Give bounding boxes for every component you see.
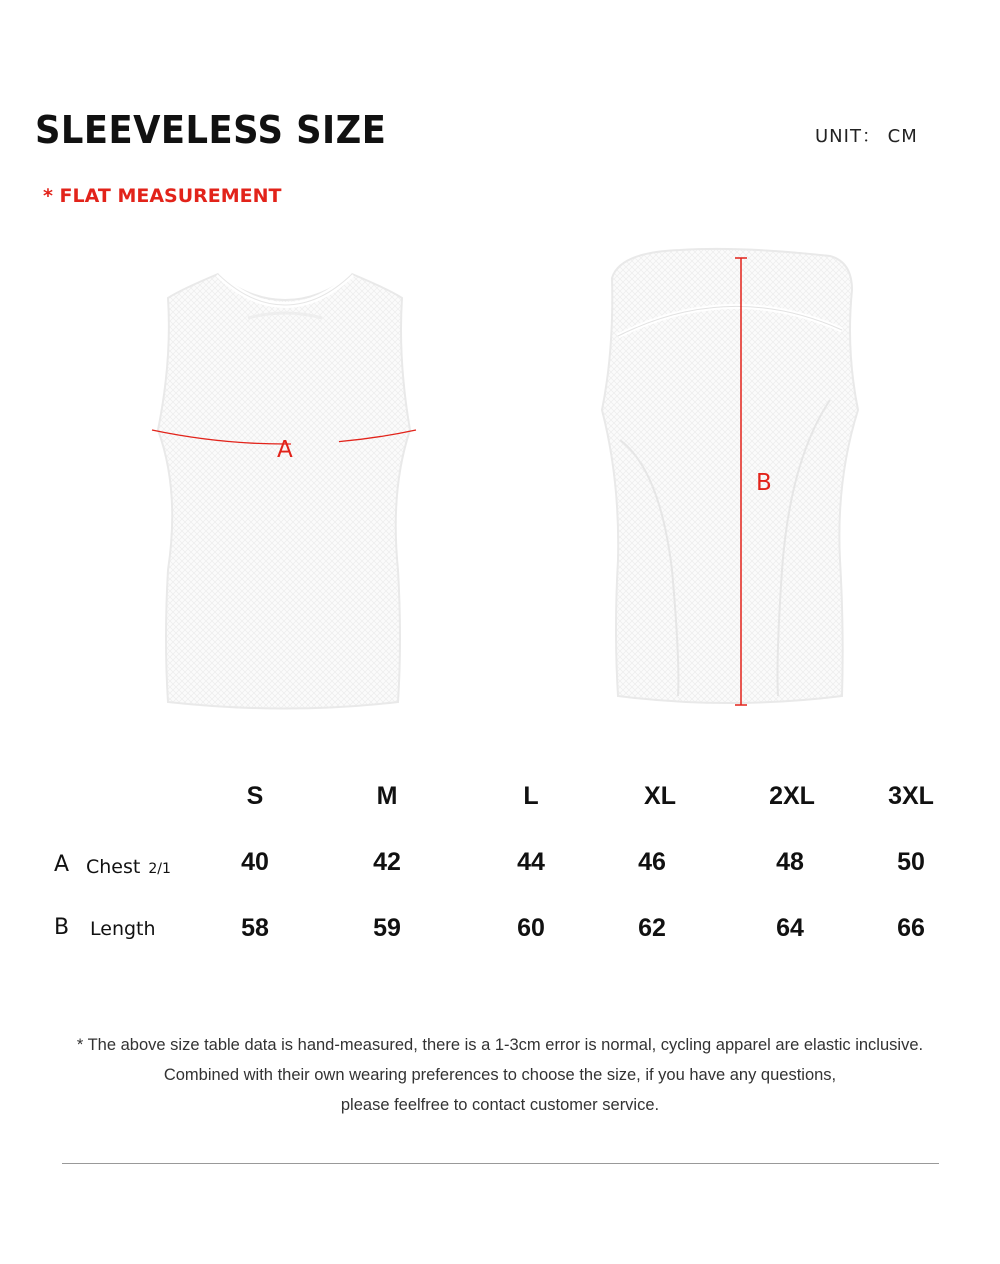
flat-measurement-note: * FLAT MEASUREMENT <box>43 185 282 207</box>
note-line-2: Combined with their own wearing preferences to choose the size, if you have any questions, <box>163 1066 837 1084</box>
length-value-m: 59 <box>373 914 401 942</box>
row-label-length: Length <box>90 918 156 940</box>
note-line-1: * The above size table data is hand-measured, there is a 1-3cm error is normal, cycling apparel are elastic inclusive. <box>76 1036 924 1054</box>
row-name-chest <box>86 856 171 878</box>
chest-value-3xl: 50 <box>897 848 925 876</box>
page-title: SLEEVELESS SIZE <box>35 108 387 152</box>
size-header-3xl: 3XL <box>888 782 934 810</box>
chest-value-l: 44 <box>517 848 545 876</box>
length-value-2xl: 64 <box>776 914 804 942</box>
bottom-divider <box>62 1163 939 1164</box>
chest-value-s: 40 <box>241 848 269 876</box>
size-header-m: M <box>376 782 398 810</box>
front-vest-image <box>140 240 430 720</box>
length-measure-label: B <box>756 470 772 496</box>
size-header-2xl: 2XL <box>769 782 815 810</box>
size-header-l: L <box>523 782 539 810</box>
vest-back-body <box>602 249 858 703</box>
chest-value-xl: 46 <box>638 848 666 876</box>
unit-label: UNIT： CM <box>815 126 918 147</box>
row-name-length <box>90 918 156 940</box>
size-header-xl: XL <box>644 782 676 810</box>
row-letter-b: B <box>54 915 70 940</box>
length-value-3xl: 66 <box>897 914 925 942</box>
note-line-3: please feelfree to contact customer service. <box>340 1096 660 1114</box>
chest-value-2xl: 48 <box>776 848 804 876</box>
chest-measure-label: A <box>277 437 293 463</box>
vest-front-body <box>158 274 410 709</box>
length-value-s: 58 <box>241 914 269 942</box>
row-sub-chest: 2/1 <box>148 861 171 877</box>
row-label-chest: Chest <box>86 856 141 878</box>
row-letter-a: A <box>54 852 70 877</box>
length-value-xl: 62 <box>638 914 666 942</box>
size-header-s: S <box>246 782 264 810</box>
length-value-l: 60 <box>517 914 545 942</box>
chest-value-m: 42 <box>373 848 401 876</box>
back-vest-image <box>590 240 870 720</box>
